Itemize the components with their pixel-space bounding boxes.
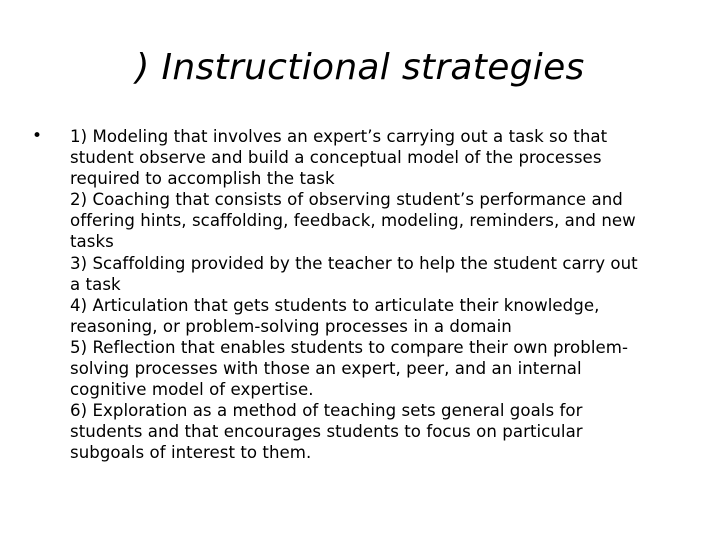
text-line: solving processes with those an expert, peer, and an internal bbox=[70, 359, 582, 379]
slide-body bbox=[32, 126, 692, 464]
text-line: 3) Scaffolding provided by the teacher to help the student carry out bbox=[70, 253, 638, 273]
bullet-text bbox=[70, 126, 694, 464]
text-line: 6) Exploration as a method of teaching sets general goals for bbox=[70, 401, 583, 421]
text-line: subgoals of interest to them. bbox=[70, 443, 312, 463]
text-line: a task bbox=[70, 274, 121, 294]
text-line: offering hints, scaffolding, feedback, modeling, reminders, and new bbox=[70, 211, 636, 231]
text-line: reasoning, or problem-solving processes in a domain bbox=[70, 316, 512, 336]
text-line: tasks bbox=[70, 232, 114, 252]
bullet-icon: • bbox=[32, 126, 43, 146]
text-line: 4) Articulation that gets students to articulate their knowledge, bbox=[70, 295, 600, 315]
slide-title: ) Instructional strategies bbox=[135, 47, 585, 88]
text-line: 2) Coaching that consists of observing student’s performance and bbox=[70, 190, 623, 210]
text-line: 5) Reflection that enables students to compare their own problem- bbox=[70, 337, 629, 357]
text-line: cognitive model of expertise. bbox=[70, 380, 314, 400]
text-line: students and that encourages students to focus on particular bbox=[70, 422, 583, 442]
text-line: 1) Modeling that involves an expert’s carrying out a task so that bbox=[70, 127, 608, 146]
text-line: student observe and build a conceptual model of the processes bbox=[70, 148, 602, 168]
text-line: required to accomplish the task bbox=[70, 169, 335, 189]
